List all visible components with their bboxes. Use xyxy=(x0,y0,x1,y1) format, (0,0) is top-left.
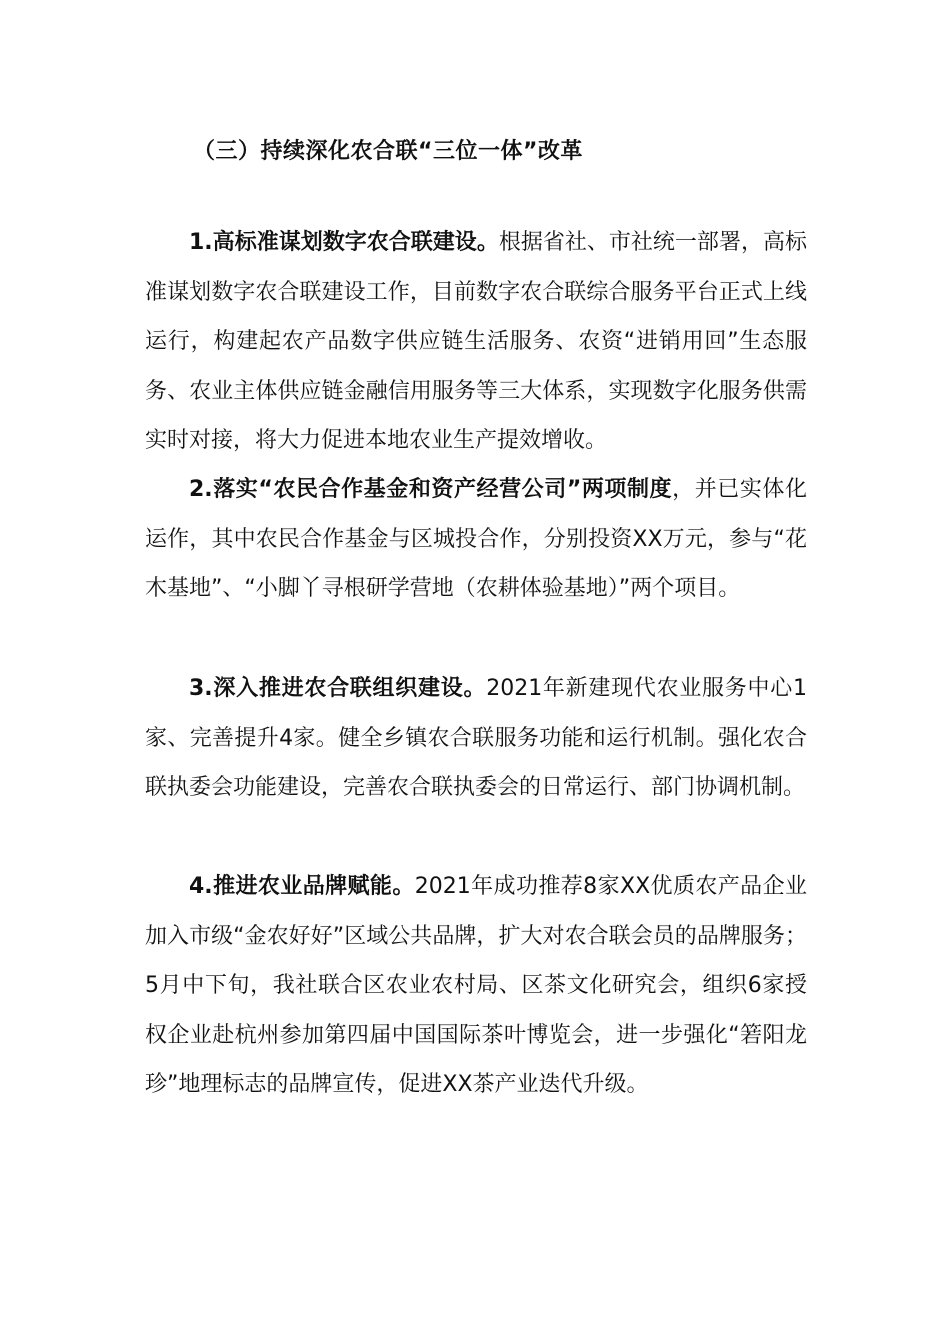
paragraph-3-body: 2021年新建现代农业服务中心1家、完善提升4家。健全乡镇农合联服务功能和运行机制。强化农合联执委会功能建设，完善农合联执委会的日常运行、部门协调机制。 xyxy=(145,676,807,800)
paragraph-4 xyxy=(145,862,807,1110)
paragraph-4-body: 2021年成功推荐8家XX优质农产品企业加入市级“金农好好”区域公共品牌，扩大对农合联会员的品牌服务；5月中下旬，我社联合区农业农村局、区茶文化研究会，组织6家授权企业赴杭州参加第四届中国国际茶叶博览会，进一步强化“箬阳龙珍”地理标志的品牌宣传，促进XX茶产业迭代升级。 xyxy=(145,874,807,1097)
paragraph-3 xyxy=(145,664,807,813)
paragraph-2-body: ，并已实体化运作，其中农民合作基金与区城投合作，分别投资XX万元，参与“花木基地”、“小脚丫寻根研学营地（农耕体验基地）”两个项目。 xyxy=(145,477,807,601)
paragraph-2-lead: 2.落实“农民合作基金和资产经营公司”两项制度 xyxy=(189,477,673,502)
paragraph-1 xyxy=(145,218,807,466)
paragraph-4-lead: 4.推进农业品牌赋能。 xyxy=(189,874,415,899)
paragraph-2 xyxy=(145,465,807,614)
paragraph-3-lead: 3.深入推进农合联组织建设。 xyxy=(189,676,487,701)
paragraph-1-lead: 1.高标准谋划数字农合联建设。 xyxy=(189,230,499,255)
paragraph-1-body: 根据省社、市社统一部署，高标准谋划数字农合联建设工作，目前数字农合联综合服务平台正式上线运行，构建起农产品数字供应链生活服务、农资“进销用回”生态服务、农业主体供应链金融信用服务等三大体系，实现数字化服务供需实时对接，将大力促进本地农业生产提效增收。 xyxy=(145,230,807,453)
section-heading: （三）持续深化农合联“三位一体”改革 xyxy=(193,139,583,164)
